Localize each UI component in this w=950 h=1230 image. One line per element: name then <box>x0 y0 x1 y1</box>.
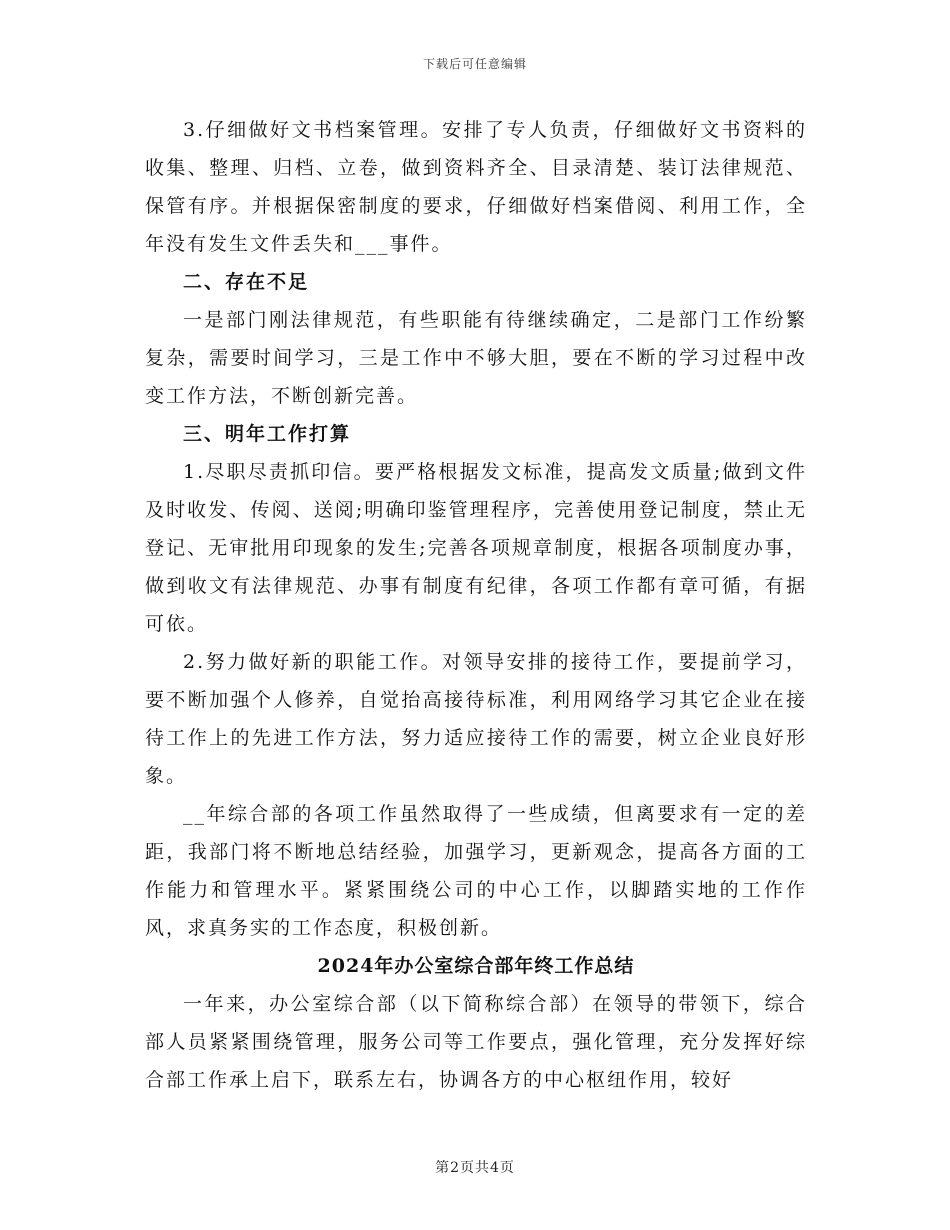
page-header-note: 下载后可任意编辑 <box>422 57 527 71</box>
paragraph-shortcomings: 一是部门刚法律规范，有些职能有待继续确定，二是部门工作纷繁复杂，需要时间学习，三是工作中不够大胆，要在不断的学习过程中改变工作方法，不断创新完善。 <box>145 309 807 407</box>
section-heading-shortcomings: 二、存在不足 <box>183 271 310 293</box>
document-body <box>145 111 807 1099</box>
paragraph-plan-reception: 2.努力做好新的职能工作。对领导安排的接待工作，要提前学习，要不断加强个人修养，自觉抬高接待标准，利用网络学习其它企业在接待工作上的先进工作方法，努力适应接待工作的需要，树立企业良好形象。 <box>145 651 807 787</box>
document-title: 2024年办公室综合部年终工作总结 <box>317 955 635 977</box>
paragraph-intro: 一年来，办公室综合部（以下简称综合部）在领导的带领下，综合部人员紧紧围绕管理，服务公司等工作要点，强化管理，充分发挥好综合部工作承上启下，联系左右，协调各方的中心枢纽作用，较好 <box>145 993 807 1091</box>
page-number: 第2页共4页 <box>435 1160 515 1176</box>
section-heading-next-year-plan: 三、明年工作打算 <box>183 423 352 445</box>
paragraph-plan-seals: 1.尽职尽责抓印信。要严格根据发文标准，提高发文质量;做到文件及时收发、传阅、送阅;明确印鉴管理程序，完善使用登记制度，禁止无登记、无审批用印现象的发生;完善各项规章制度，根据各项制度办事，做到收文有法律规范、办事有制度有纪律，各项工作都有章可循，有据可依。 <box>145 461 807 635</box>
paragraph-archive-management: 3.仔细做好文书档案管理。安排了专人负责，仔细做好文书资料的收集、整理、归档、立卷，做到资料齐全、目录清楚、装订法律规范、保管有序。并根据保密制度的要求，仔细做好档案借阅、利用工作，全年没有发生文件丢失和___事件。 <box>145 119 807 255</box>
paragraph-conclusion: __年综合部的各项工作虽然取得了一些成绩，但离要求有一定的差距，我部门将不断地总结经验，加强学习，更新观念，提高各方面的工作能力和管理水平。紧紧围绕公司的中心工作，以脚踏实地的工作作风，求真务实的工作态度，积极创新。 <box>145 803 807 939</box>
